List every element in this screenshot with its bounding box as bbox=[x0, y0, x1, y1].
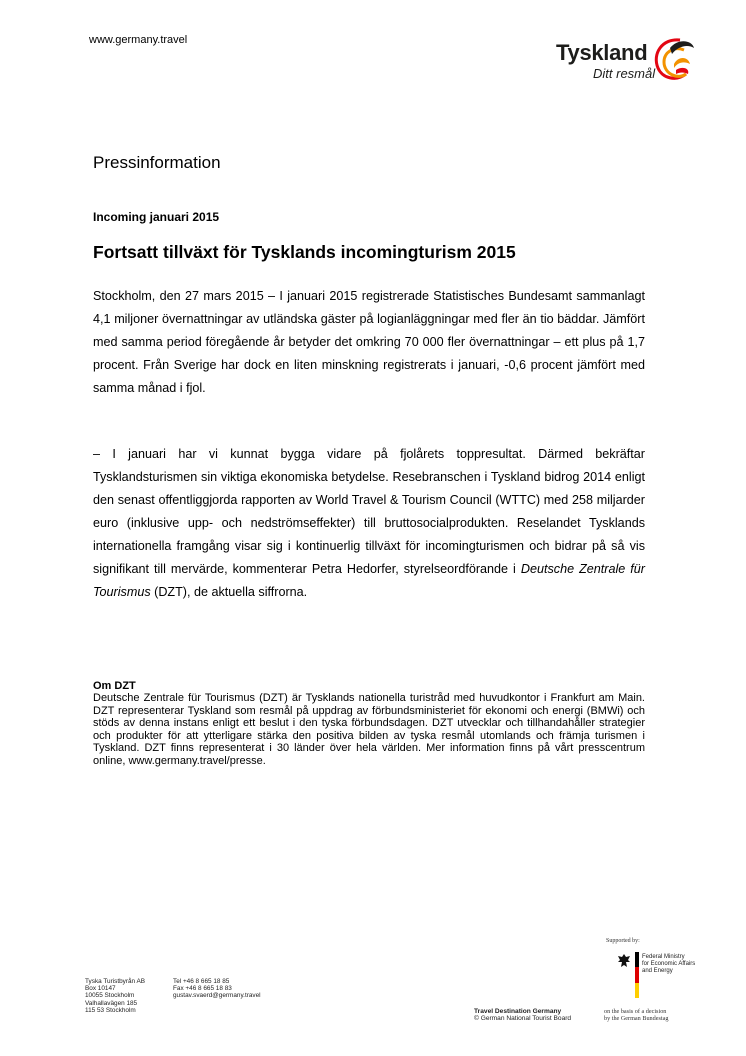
germany-swirl-logo-icon bbox=[650, 34, 696, 84]
tdg-subtitle: © German National Tourist Board bbox=[474, 1015, 572, 1023]
footer-contact bbox=[173, 978, 261, 1000]
federal-eagle-icon bbox=[617, 953, 631, 969]
tdg-signature bbox=[474, 1008, 571, 1022]
german-flag-bar bbox=[635, 952, 639, 998]
contact-fax: Fax +46 8 665 18 83 bbox=[173, 985, 232, 993]
paragraph-2 bbox=[93, 443, 645, 604]
address-line: 10055 Stockholm bbox=[85, 992, 135, 1000]
bundestag-basis bbox=[604, 1008, 668, 1022]
paragraph-2-end: (DZT), de aktuella siffrorna. bbox=[150, 585, 308, 599]
website-url: www.germany.travel bbox=[89, 34, 188, 46]
address-line: Box 10147 bbox=[85, 985, 116, 993]
address-line: 115 53 Stockholm bbox=[85, 1006, 136, 1014]
ministry-line: and Energy bbox=[642, 967, 673, 974]
ministry-name bbox=[642, 954, 695, 974]
basis-line: by the German Bundestag bbox=[604, 1015, 669, 1023]
supported-by-label: Supported by: bbox=[606, 938, 640, 944]
section-label: Pressinformation bbox=[93, 153, 221, 172]
footer-address bbox=[85, 978, 145, 1014]
logo-tagline: Ditt resmål bbox=[593, 66, 656, 81]
tdg-title: Travel Destination Germany bbox=[474, 1008, 562, 1015]
address-line: Valhallavägen 185 bbox=[85, 999, 138, 1007]
about-heading: Om DZT bbox=[93, 680, 136, 692]
paragraph-1: Stockholm, den 27 mars 2015 – I januari 2015 registrerade Statistisches Bundesamt sammanlagt 4,1 miljoner övernattningar av utländska gäster på logianläggningar med fler än tio bäddar. Jämfört med samma period föregående år betyder det omkring 70 000 fler övernattningar – ett plus på 1,7 procent. Från Sverige har dock en liten minskning registrerats i januari, -0,6 procent jämfört med samma månad i fjol. bbox=[93, 289, 645, 395]
ministry-line: for Economic Affairs bbox=[642, 960, 696, 967]
contact-phone: Tel +46 8 665 18 85 bbox=[173, 978, 230, 985]
paragraph-2-organisation: Deutsche Zentrale für Tourismus bbox=[93, 562, 645, 599]
flag-stripe-black bbox=[635, 952, 639, 967]
paragraph-2-text: – I januari har vi kunnat bygga vidare på fjolårets toppresultat. Därmed bekräftar Tysklandsturismen sin viktiga ekonomiska betydelse. Resebranschen i Tyskland bidrog 2014 enligt den senast offentliggjorda rapporten av World Travel & Tourism Council (WTTC) med 258 miljarder euro (inklusive upp- och nedströmseffekter) till bruttosocialprodukten. Reselandet Tysklands internationella framgång visar sig i kontinuerlig tillväxt för incomingturismen och bidrar på så vis signifikant till mervärde, kommenterar Petra Hedorfer, styrelseordförande i bbox=[93, 447, 645, 576]
logo-wordmark: Tyskland bbox=[556, 40, 648, 65]
ministry-line: Federal Ministry bbox=[642, 954, 685, 960]
contact-email: gustav.svaerd@germany.travel bbox=[173, 992, 261, 1000]
basis-line: on the basis of a decision bbox=[604, 1008, 667, 1015]
flag-stripe-red bbox=[635, 967, 639, 982]
headline: Fortsatt tillväxt för Tysklands incomingturism 2015 bbox=[93, 242, 516, 262]
about-text: Deutsche Zentrale für Tourismus (DZT) är Tysklands nationella turistråd med huvudkontor i Frankfurt am Main. DZT representerar Tyskland som resmål på uppdrag av förbundsministeriet för ekonomi och energi (BMWi) och stöds av denna instans enligt ett beslut i den tyska förbundsdagen. DZT utvecklar och tillhandahåller strategier och produkter för att ytterligare stärka den positiva bilden av tyska resmål utomlands och främja turismen i Tyskland. DZT finns representerat i 30 länder över hela världen. Mer information finns på vårt presscentrum online, www.germany.travel/presse. bbox=[93, 692, 645, 767]
kicker: Incoming januari 2015 bbox=[93, 210, 220, 224]
address-line: Tyska Turistbyrån AB bbox=[85, 978, 146, 985]
flag-stripe-gold bbox=[635, 983, 639, 998]
